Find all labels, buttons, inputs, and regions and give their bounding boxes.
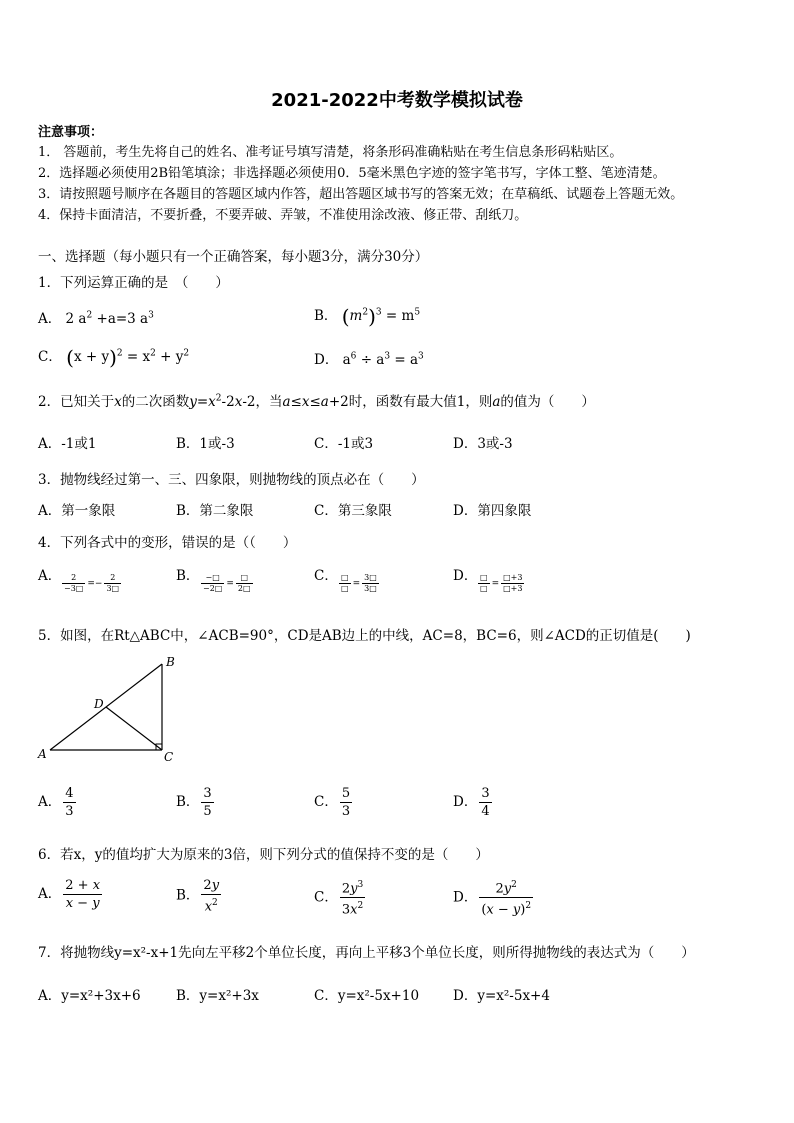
page-title: 2021-2022中考数学模拟试卷	[271, 90, 523, 111]
q2-option-c: C．-1或3	[314, 436, 374, 452]
notice-item-1: 1． 答题前，考生先将自己的姓名、准考证号填写清楚，将条形码准确粘贴在考生信息条形码粘贴区。	[38, 145, 623, 160]
q4-option-d: D．	[453, 568, 478, 584]
q6-stem: 6．若x，y的值均扩大为原来的3倍，则下列分式的值保持不变的是（ ）	[38, 847, 489, 863]
q5-option-d: D． $\frac{3}{4}$	[453, 786, 490, 819]
section-heading: 一、选择题（每小题只有一个正确答案，每小题3分，满分30分）	[38, 249, 429, 265]
q5-option-b: B． $\frac{3}{5}$	[176, 786, 212, 819]
q5-option-c: C． $\frac{5}{3}$	[314, 786, 351, 819]
label-d: D	[94, 697, 104, 711]
q3-stem: 3．抛物线经过第一、三、四象限，则抛物线的顶点必在（ ）	[38, 472, 425, 488]
q6-option-d: D． $\frac{2y^2}{(x - y)^2}$	[453, 877, 535, 919]
q1-option-a: A． 2 $a^2 +a=3$ $a^3$	[38, 310, 154, 327]
q1-option-d: D． $a^6 \div a^3 = a^3$	[314, 351, 424, 368]
q7-option-c: C．y=x²-5x+10	[314, 988, 420, 1004]
q3-option-d: D．第四象限	[453, 503, 532, 519]
q7-option-a: A．y=x²+3x+6	[38, 988, 141, 1004]
triangle-figure	[30, 650, 190, 770]
notice-item-3: 3．请按照题号顺序在各题目的答题区域内作答，超出答题区域书写的答案无效；在草稿纸、试题卷上答题无效。	[38, 187, 684, 202]
label-c: C	[164, 750, 174, 764]
q1-option-c: C． $(x + y)^2 = x^2 + y^2$	[38, 345, 190, 370]
label-b: B	[166, 655, 175, 669]
q3-option-c: C．第三象限	[314, 503, 392, 519]
q2-option-a: A．-1或1	[38, 436, 97, 452]
q2-option-d: D．3或-3	[453, 436, 513, 452]
q6-option-a: A． $\frac{2 + x}{x - y}$	[38, 878, 101, 911]
q3-option-a: A．第一象限	[38, 503, 116, 519]
label-a: A	[38, 747, 47, 761]
q2-stem: 2．已知关于x的二次函数$y=x^2-2x-2$，当a≤x≤a+2时，函数有最大值1，则a的值为（ ）	[38, 393, 595, 410]
q7-stem: 7．将抛物线y=x²-x+1先向左平移2个单位长度，再向上平移3个单位长度，则所得抛物线的表达式为（ ）	[38, 945, 695, 961]
q6-option-b: B． $\frac{2y}{x^2}$	[176, 878, 220, 915]
q1-option-b: B． $(m^2)^3 = m^5$	[314, 304, 421, 329]
q4-expr-c: $\frac{□}{□}$ = $\frac{3□}{3□}$	[341, 573, 377, 593]
q4-stem: 4．下列各式中的变形，错误的是（（ ）	[38, 535, 297, 551]
notice-item-4: 4．保持卡面清洁，不要折叠，不要弄破、弄皱，不准使用涂改液、修正带、刮纸刀。	[38, 208, 528, 223]
notice-item-2: 2．选择题必须使用2B铅笔填涂；非选择题必须使用0．5毫米黑色字迹的签字笔书写，字体工整、笔迹清楚。	[38, 166, 666, 181]
q4-option-b: B．	[176, 568, 200, 584]
q7-option-d: D．y=x²-5x+4	[453, 988, 550, 1004]
q4-option-c: C．	[314, 568, 338, 584]
q6-option-c: C． $\frac{2y^3}{3x^2}$	[314, 877, 367, 919]
q5-option-a: A． $\frac{4}{3}$	[38, 786, 74, 819]
q2-option-b: B．1或-3	[176, 436, 235, 452]
q7-option-b: B．y=x²+3x	[176, 988, 259, 1004]
q4-expr-d: $\frac{□}{□}$ = $\frac{□+3}{□+3}$	[480, 573, 523, 593]
q5-stem: 5．如图，在Rt△ABC中，∠ACB=90°，CD是AB边上的中线，AC=8，BC=6，则∠ACD的正切值是( )	[38, 628, 691, 644]
q4-expr-b: $\frac{-□}{-2□}$ = $\frac{□}{2□}$	[203, 573, 251, 593]
median-cd	[106, 707, 162, 750]
q1-stem: 1．下列运算正确的是 （ ）	[38, 275, 229, 291]
q4-option-a: A．	[38, 568, 62, 584]
notice-heading: 注意事项：	[38, 125, 104, 140]
q3-option-b: B．第二象限	[176, 503, 254, 519]
q4-expr-a: $\frac{2}{-3□}$ =− $\frac{2}{3□}$	[64, 573, 120, 593]
